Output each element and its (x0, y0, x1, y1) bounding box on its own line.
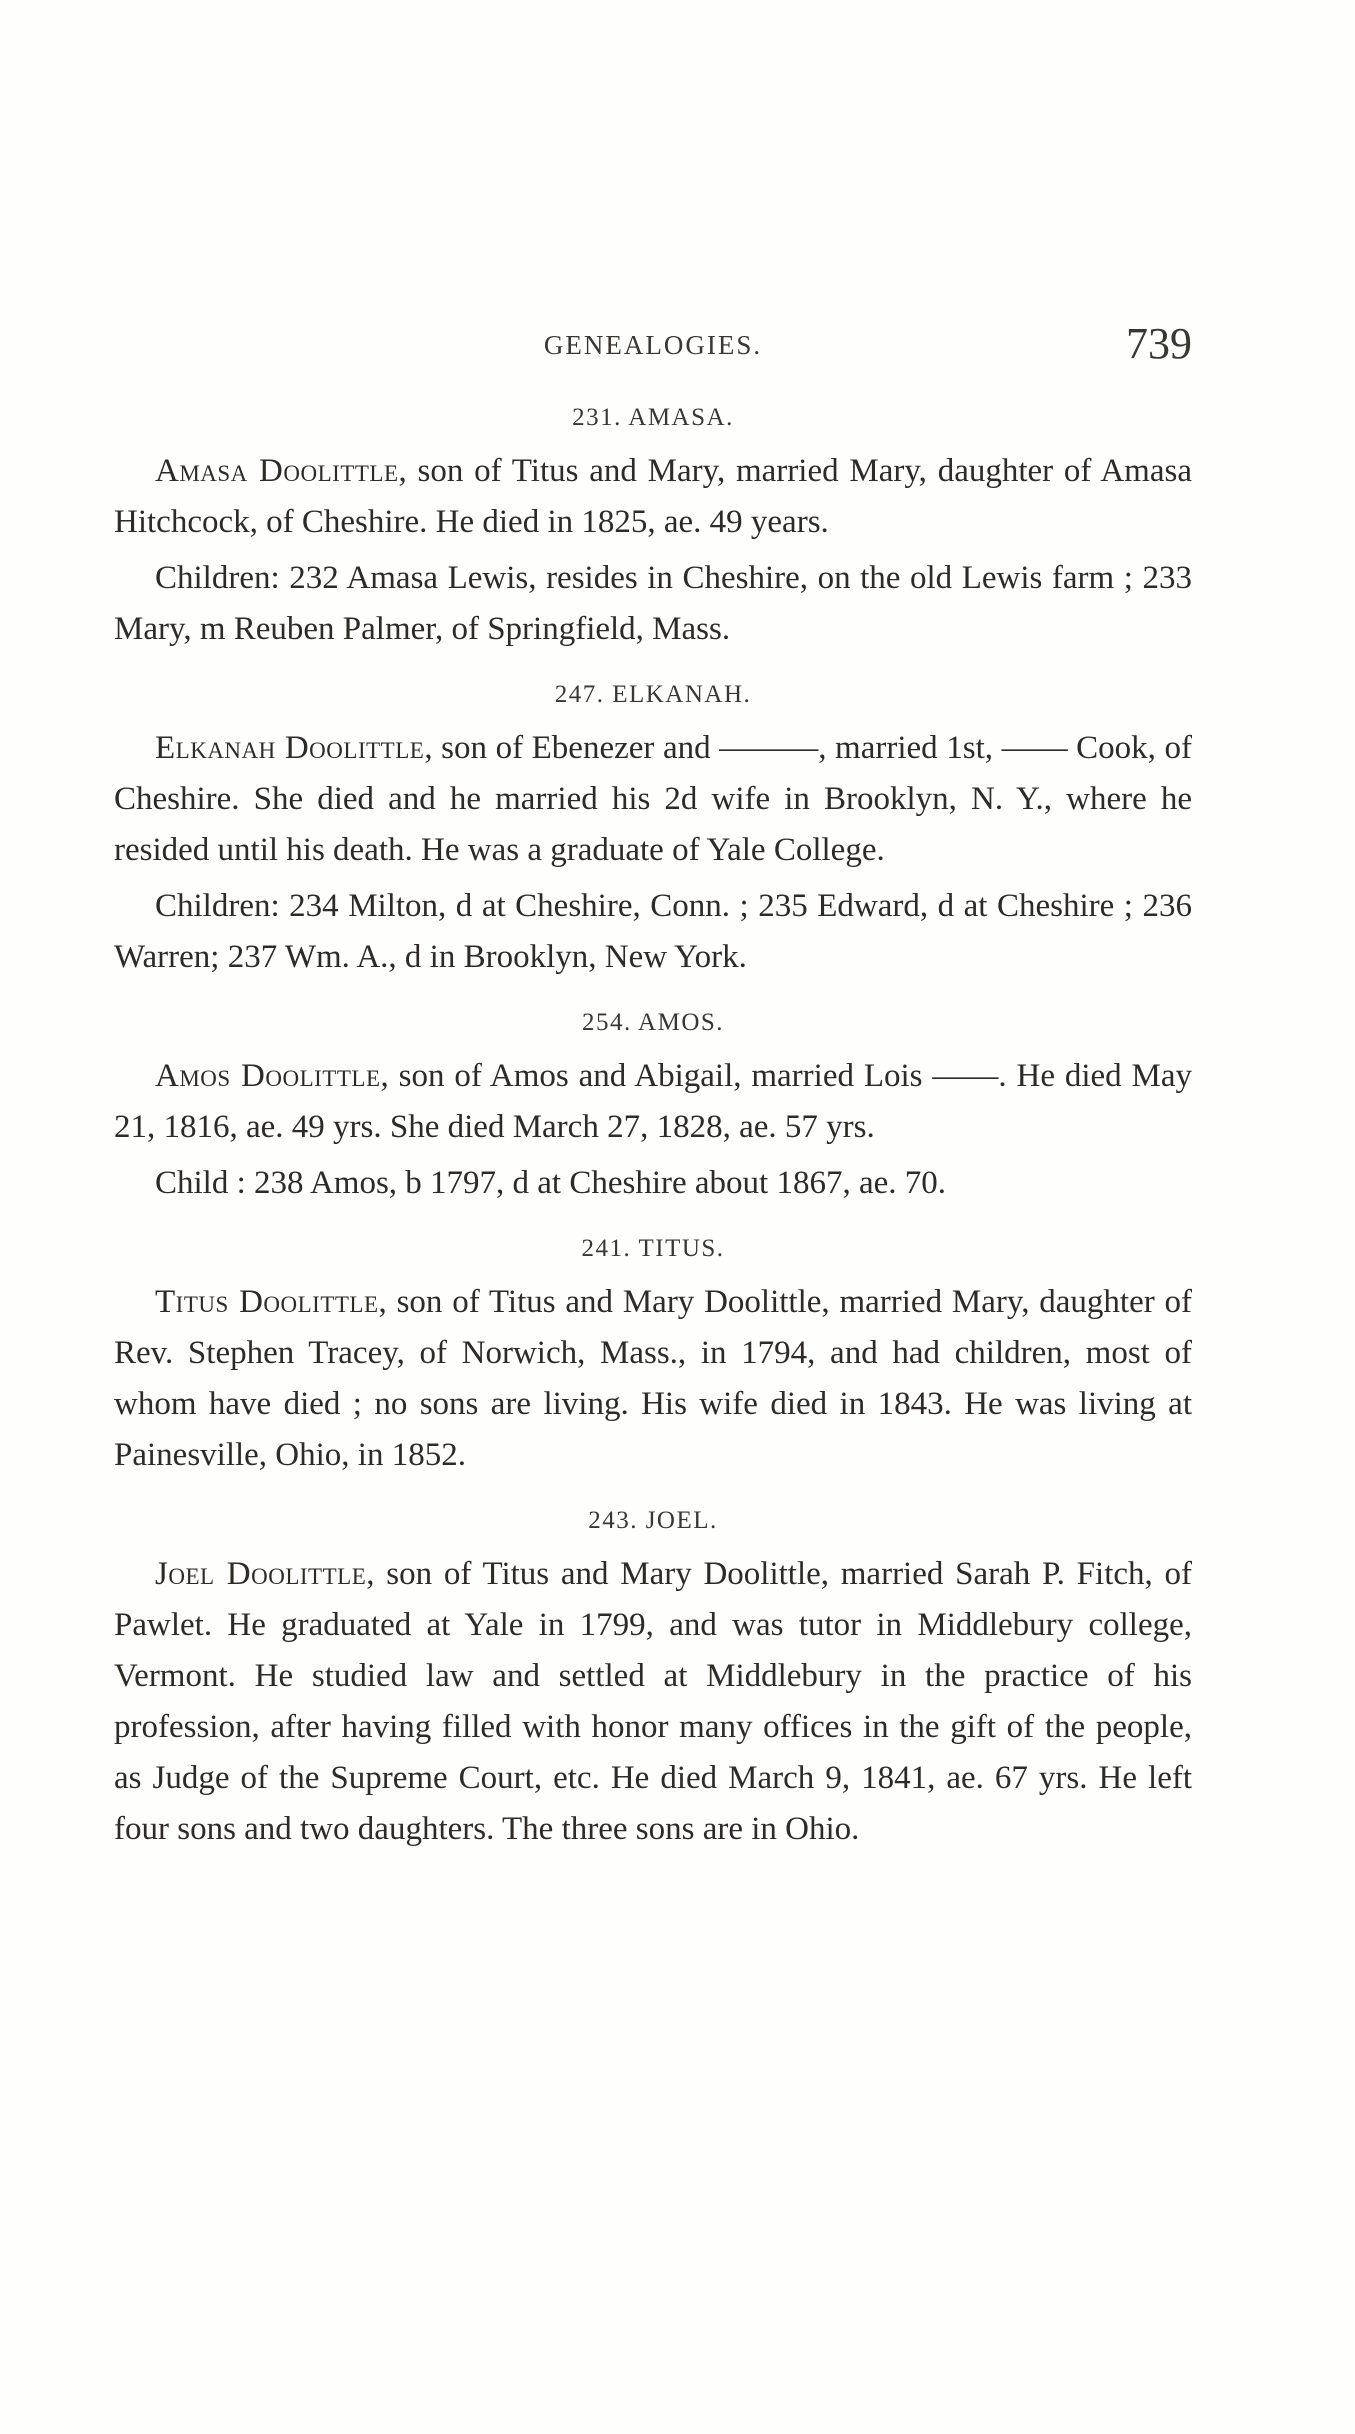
entry-heading: 254. AMOS. (581, 1009, 725, 1036)
paragraph-text: Children: 232 Amasa Lewis, resides in Cheshire, on the old Lewis farm ; 233 Mary, m Reuben Palmer, of Springfield, Mass. (114, 560, 1192, 647)
entry-name-lead: Elkanah Doolittle (155, 730, 425, 766)
entry-paragraph (114, 446, 1192, 548)
entry-titus (114, 1235, 1192, 1481)
children-paragraph (114, 553, 1192, 655)
entry-name-lead: Amos Doolittle (155, 1058, 381, 1094)
entry-heading: 231. AMASA. (572, 404, 734, 431)
paragraph-text: , son of Titus and Mary Doolittle, married Mary, daughter of Rev. Stephen Tracey, of Norwich, Mass., in 1794, and had children, most of whom have died ; no sons are living. His wife died in 1843. He was living at Painesville, Ohio, in 1852. (114, 1284, 1192, 1473)
entry-amasa (114, 404, 1192, 655)
entry-heading: 241. TITUS. (581, 1235, 725, 1262)
entry-paragraph (114, 723, 1192, 876)
entry-elkanah (114, 681, 1192, 983)
running-header (114, 318, 1192, 378)
entry-heading: 243. JOEL. (588, 1507, 718, 1534)
paragraph-text: , son of Titus and Mary, married Mary, daughter of Amasa Hitchcock, of Cheshire. He died in 1825, ae. 49 years. (114, 453, 1192, 540)
entry-joel (114, 1507, 1192, 1855)
entry-paragraph (114, 1549, 1192, 1855)
entry-heading: 247. ELKANAH. (554, 681, 752, 708)
children-paragraph (114, 881, 1192, 983)
entry-amos (114, 1009, 1192, 1209)
children-paragraph (114, 1158, 1192, 1209)
paragraph-text: Child : 238 Amos, b 1797, d at Cheshire about 1867, ae. 70. (155, 1165, 947, 1201)
entry-name-lead: Amasa Doolittle (155, 453, 399, 489)
page-number: 739 (1126, 319, 1192, 368)
entry-paragraph (114, 1277, 1192, 1481)
running-title: GENEALOGIES. (543, 330, 763, 360)
paragraph-text: Children: 234 Milton, d at Cheshire, Conn. ; 235 Edward, d at Cheshire ; 236 Warren; 237 Wm. A., d in Brooklyn, New York. (114, 888, 1192, 975)
paragraph-text: , son of Amos and Abigail, married Lois ——. He died May 21, 1816, ae. 49 yrs. She died March 27, 1828, ae. 57 yrs. (114, 1058, 1193, 1145)
document-page (114, 318, 1192, 1860)
paragraph-text: , son of Ebenezer and ———, married 1st, —— Cook, of Cheshire. She died and he married his 2d wife in Brooklyn, N. Y., where he resided until his death. He was a graduate of Yale College. (114, 730, 1192, 868)
entry-name-lead: Titus Doolittle (155, 1284, 379, 1320)
entry-name-lead: Joel Doolittle (155, 1556, 367, 1592)
entry-paragraph (114, 1051, 1192, 1153)
paragraph-text: , son of Titus and Mary Doolittle, married Sarah P. Fitch, of Pawlet. He graduated at Yale in 1799, and was tutor in Middlebury college, Vermont. He studied law and settled at Middlebury in the practice of his profession, after having filled with honor many offices in the gift of the people, as Judge of the Supreme Court, etc. He died March 9, 1841, ae. 67 yrs. He left four sons and two daughters. The three sons are in Ohio. (114, 1556, 1192, 1847)
